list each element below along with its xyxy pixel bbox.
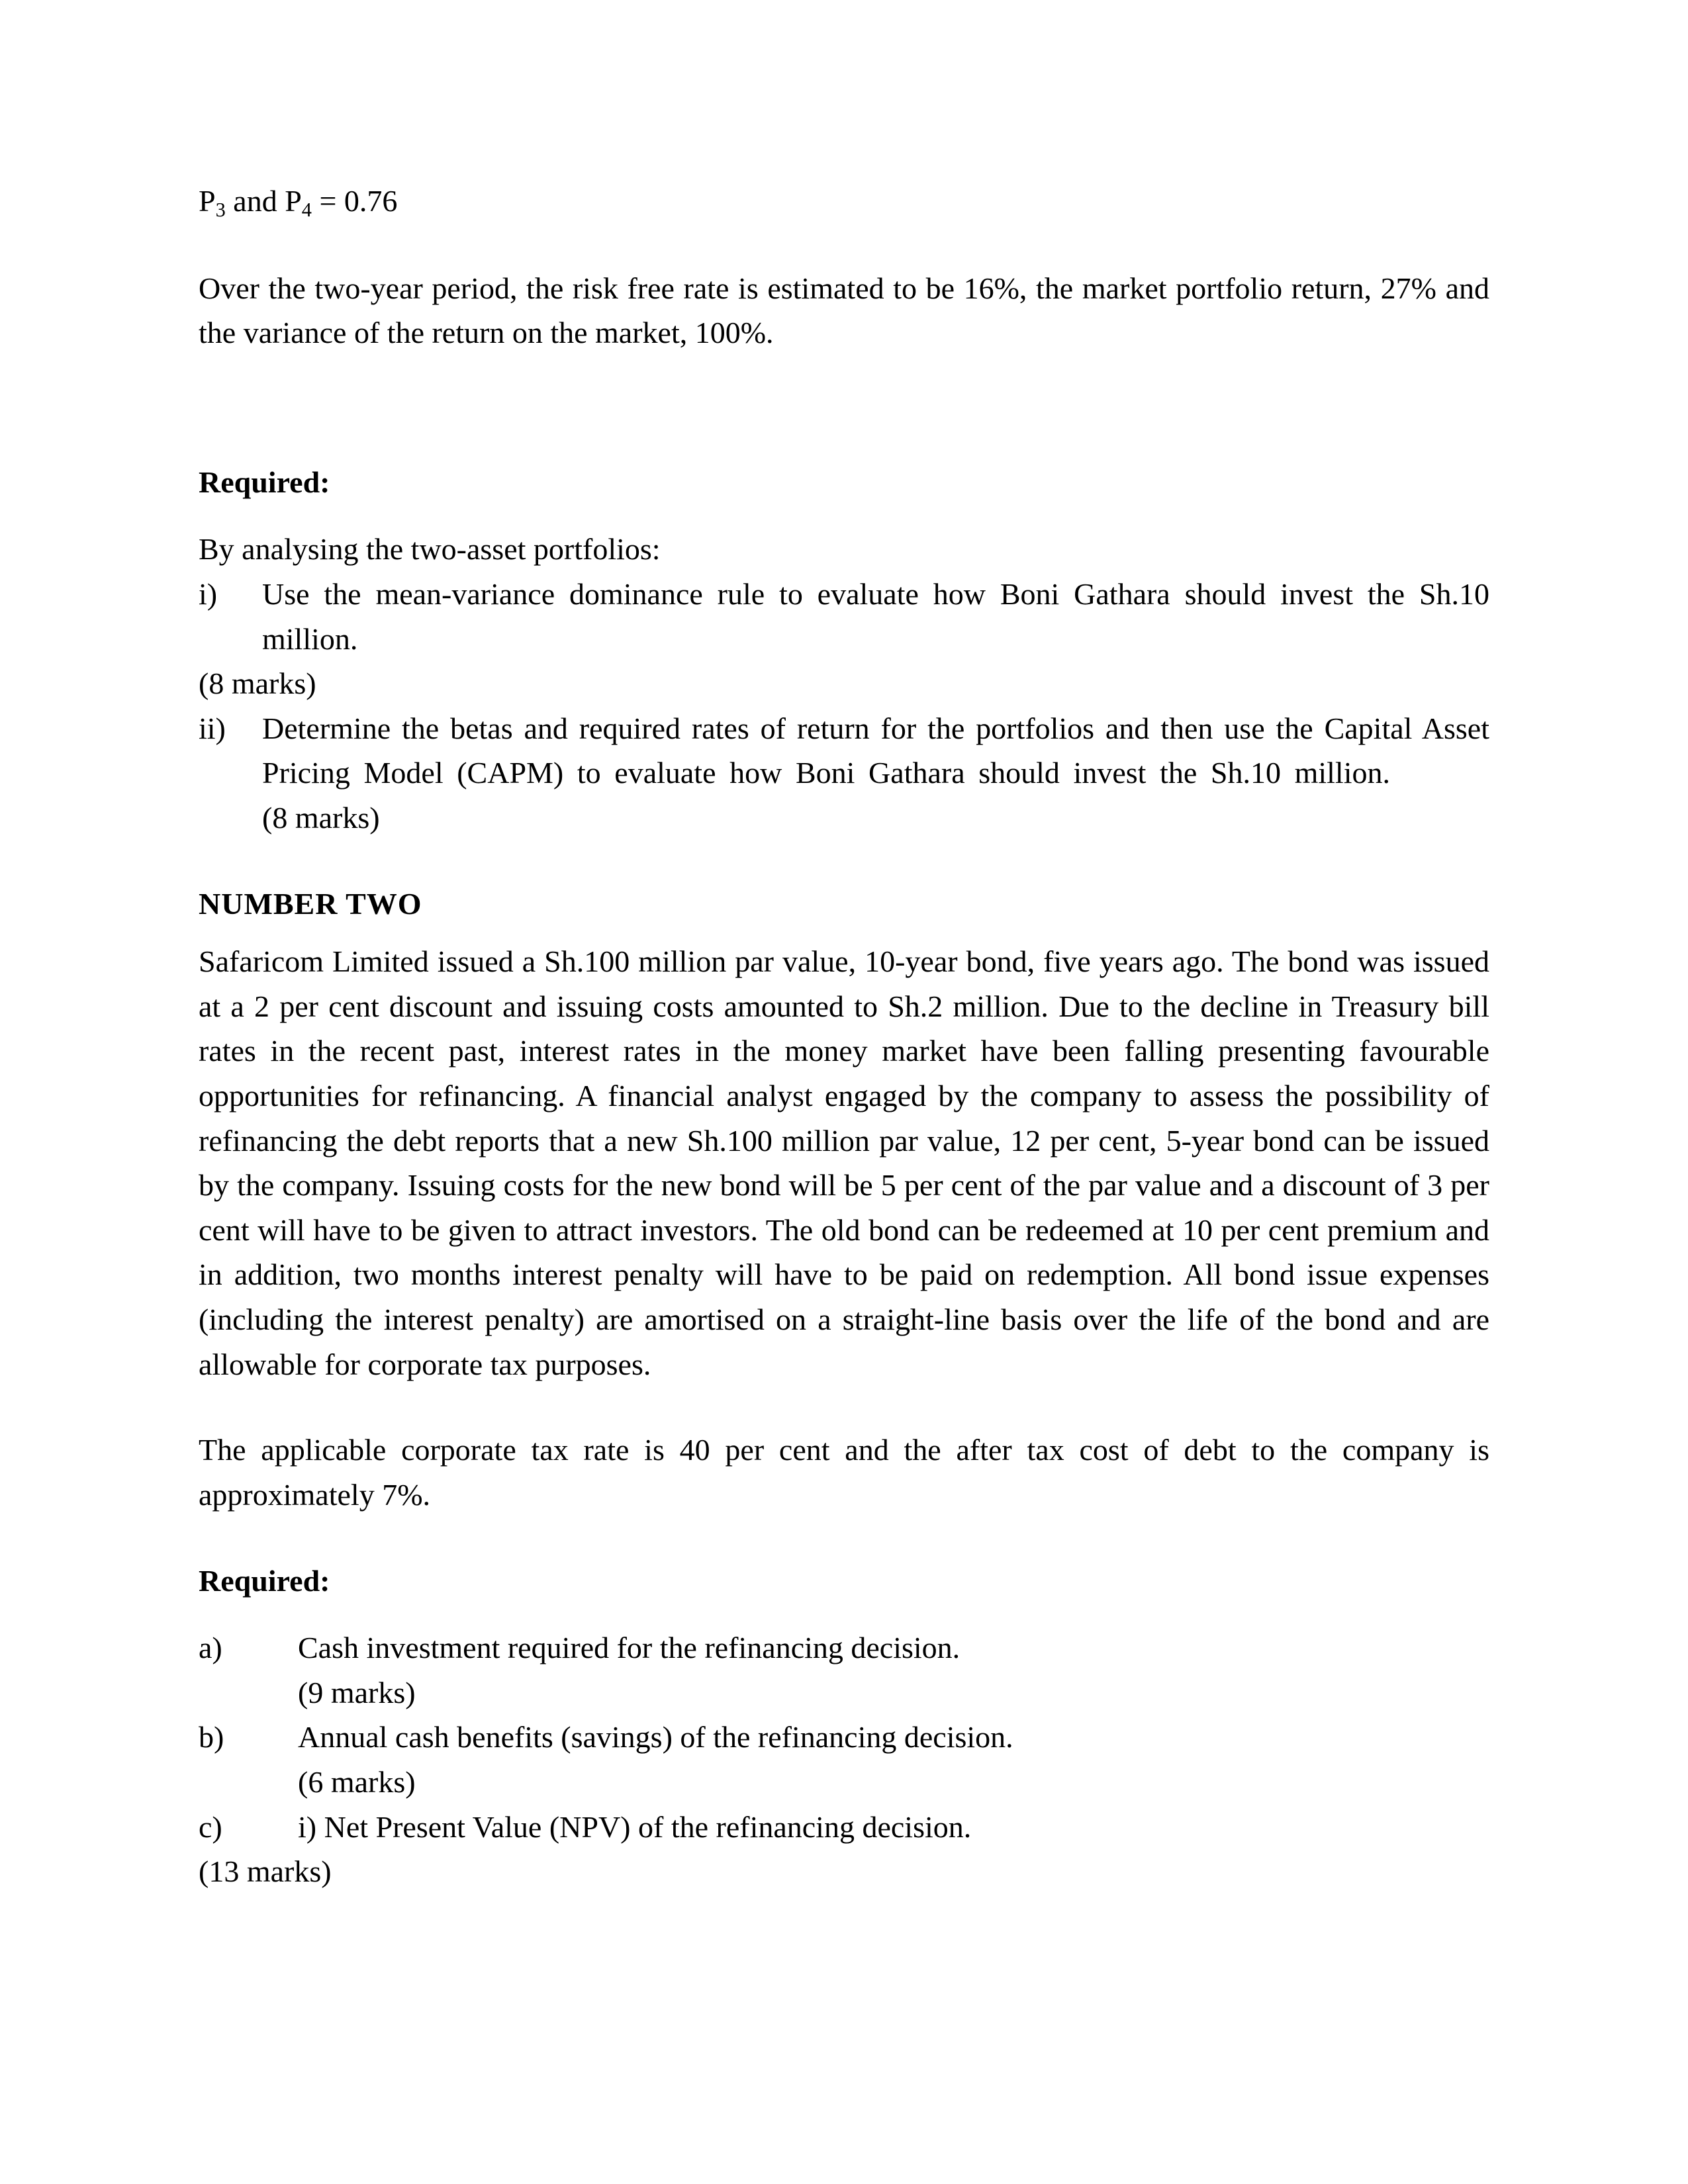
question-i-marks: (8 marks) — [199, 666, 316, 701]
question-ii-label: ii) — [199, 711, 226, 745]
p3-label: P — [199, 184, 216, 218]
question-i-label: i) — [199, 576, 218, 611]
required-heading-1: Required: — [199, 465, 330, 499]
p3p4-connector: and P — [225, 184, 302, 218]
question-b — [199, 1715, 1489, 1760]
question-c-label: c) — [199, 1809, 222, 1844]
spacer-3 — [199, 504, 1489, 527]
portfolio-correlation-line — [199, 179, 1489, 225]
spacer-8 — [199, 1603, 1489, 1625]
question-ii — [199, 706, 1489, 841]
intro-paragraph: Over the two-year period, the risk free rate is estimated to be 16%, the market portfolio return, 27% and the variance of the return on the market, 100%. — [199, 271, 1489, 350]
question-ii-text — [262, 706, 1489, 841]
document-content — [199, 179, 1489, 1894]
spacer-6 — [199, 1387, 1489, 1428]
question-i-text: Use the mean-variance dominance rule to evaluate how Boni Gathara should invest the Sh.10 million. — [262, 576, 1489, 656]
question-a-marks: (9 marks) — [298, 1675, 416, 1709]
question-ii-body: Determine the betas and required rates of return for the portfolios and then use the Capital Asset Pricing Model (CAPM) to evaluate how Boni Gathara should invest the Sh.10 million. — [262, 711, 1489, 790]
spacer-1 — [199, 225, 1489, 266]
spacer-2 — [199, 355, 1489, 419]
question-a — [199, 1625, 1489, 1670]
spacer-7 — [199, 1518, 1489, 1559]
number-two-body: Safaricom Limited issued a Sh.100 million par value, 10-year bond, five years ago. The bond was issued at a 2 per cent discount and issuing costs amounted to Sh.2 million. Due to the decline in Treasury bill rates in the recent past, interest rates in the money market have been falling presenting favourable opportunities for refinancing. A financial analyst engaged by the company to assess the possibility of refinancing the debt reports that a new Sh.100 million par value, 12 per cent, 5-year bond can be issued by the company. Issuing costs for the new bond will be 5 per cent of the par value and a discount of 3 per cent will have to be given to attract investors. The old bond can be redeemed at 10 per cent premium and in addition, two months interest penalty will have to be paid on redemption. All bond issue expenses (including the interest penalty) are amortised on a straight-line basis over the life of the bond and are allowable for corporate tax purposes. — [199, 944, 1489, 1381]
p4-subscript: 4 — [301, 198, 312, 221]
question-a-label: a) — [199, 1631, 222, 1665]
required-intro-1: By analysing the two-asset portfolios: — [199, 532, 661, 567]
question-b-text: Annual cash benefits (savings) of the refinancing decision. — [298, 1720, 1013, 1754]
tax-paragraph: The applicable corporate tax rate is 40 per cent and the after tax cost of debt to the company is approximately 7%. — [199, 1433, 1489, 1512]
p3p4-value: = 0.76 — [311, 184, 398, 218]
question-c-marks: (13 marks) — [199, 1854, 332, 1889]
question-b-label: b) — [199, 1720, 224, 1754]
question-ii-marks: (8 marks) — [262, 801, 380, 835]
spacer-4 — [199, 841, 1489, 882]
p3-subscript: 3 — [215, 198, 226, 221]
question-a-text: Cash investment required for the refinancing decision. — [298, 1631, 961, 1665]
question-i — [199, 572, 1489, 661]
question-b-marks: (6 marks) — [298, 1764, 416, 1799]
spacer-2b — [199, 419, 1489, 460]
number-two-heading: NUMBER TWO — [199, 886, 422, 921]
spacer-5 — [199, 926, 1489, 939]
required-heading-2: Required: — [199, 1563, 330, 1598]
question-c-text: i) Net Present Value (NPV) of the refinancing decision. — [298, 1809, 972, 1844]
question-c — [199, 1805, 1489, 1850]
